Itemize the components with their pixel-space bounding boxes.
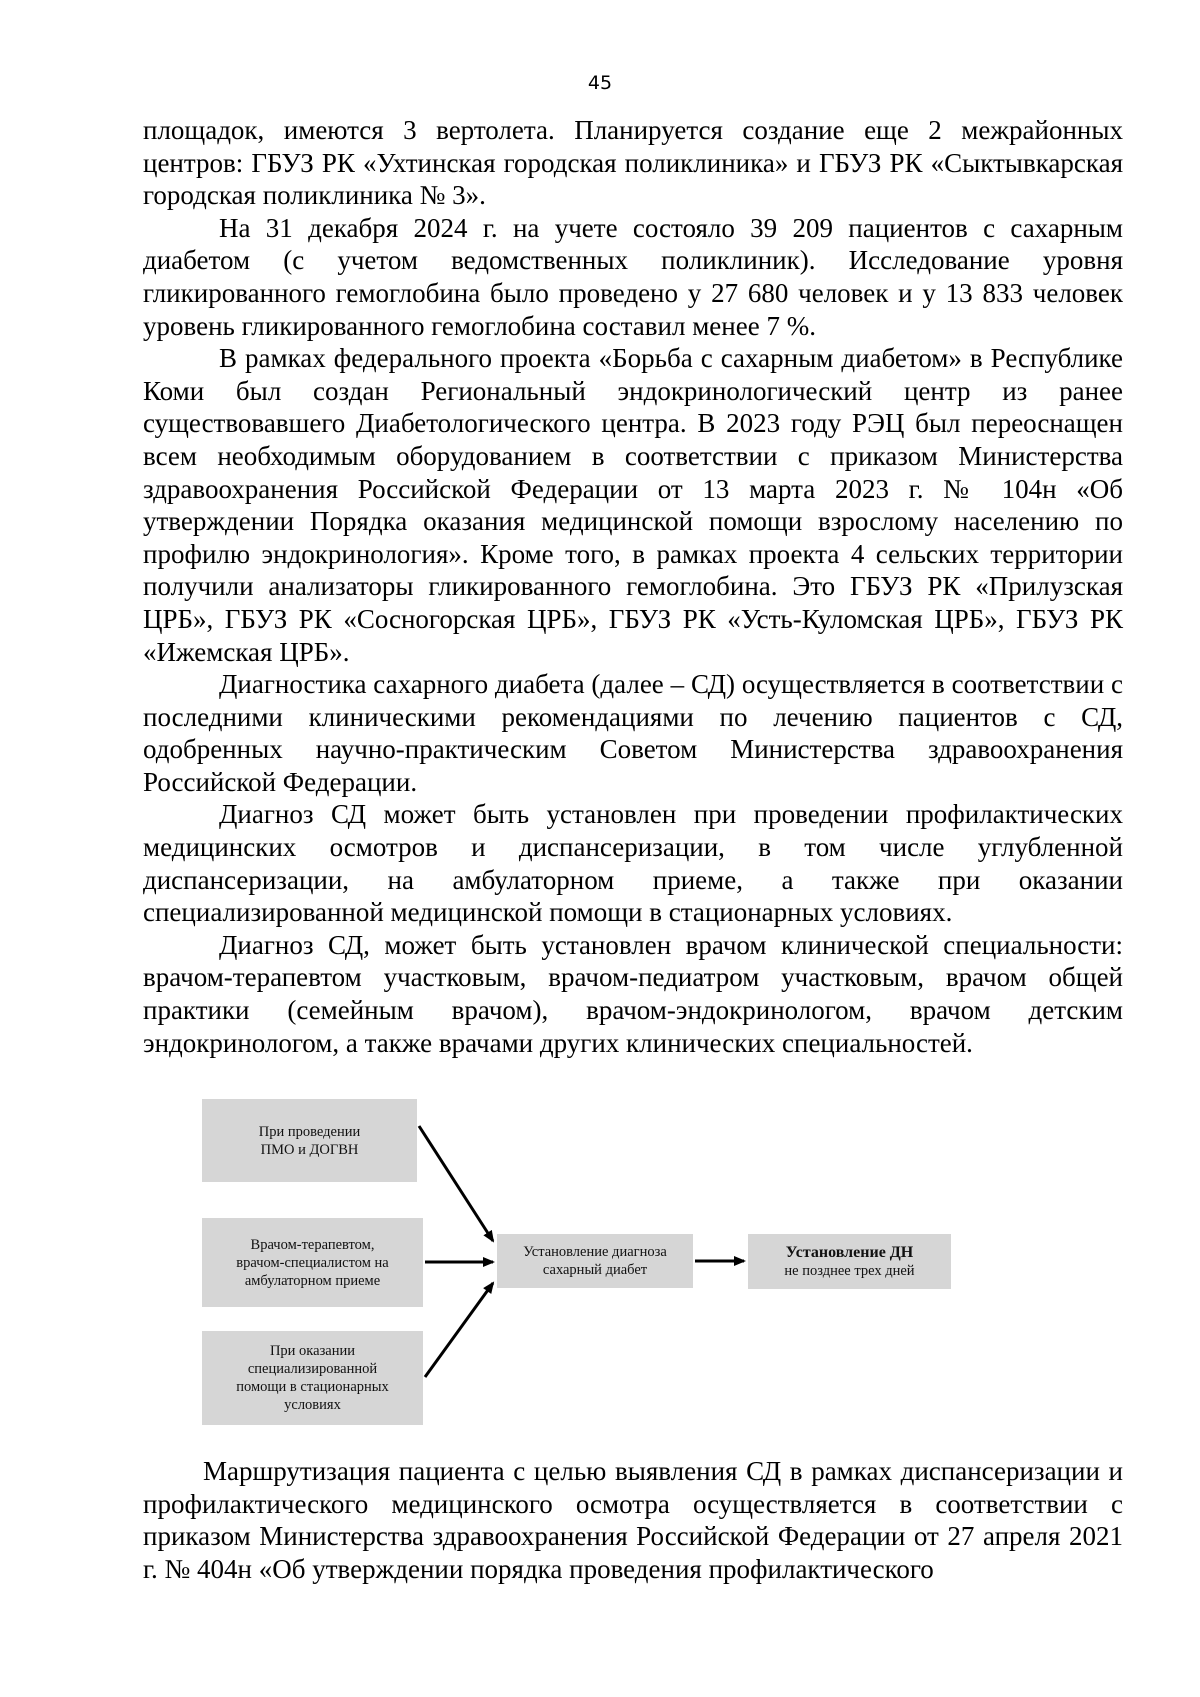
box-inpatient-line1: При оказании — [269, 1343, 356, 1359]
box-diagnosis — [497, 1234, 693, 1288]
arrow-box3-to-diagnosis — [425, 1283, 493, 1377]
paragraph-routing: Маршрутизация пациента с целью выявления СД в рамках диспансеризации и профилактического медицинского осмотра осуществляется в соответствии с приказом Министерства здравоохранения Российской Федерации от 27 апреля 2021 г. № 404н «Об утверждении порядка проведения профилактического — [143, 1456, 1123, 1584]
box-pmo-dogvn-line2: ПМО и ДОГВН — [260, 1141, 359, 1158]
box-outpatient-line2: врачом-специалистом на — [236, 1254, 389, 1271]
box-outpatient — [202, 1218, 423, 1307]
box-inpatient-line4: условиях — [284, 1397, 341, 1413]
box-dn — [748, 1234, 951, 1289]
after-diagram-text — [143, 1455, 1123, 1585]
box-inpatient — [202, 1331, 423, 1425]
paragraph-3: В рамках федерального проекта «Борьба с сахарным диабетом» в Республике Коми был создан Региональный эндокринологический центр из ранее существовавшего Диабетологического центра. В 2023 году РЭЦ был переоснащен всем необходимым оборудованием в соответствии с приказом Министерства здравоохранения Российской Федерации от 13 марта 2023 г. № 104н «Об утверждении Порядка оказания медицинской помощи взрослому населению по профилю эндокринология». Кроме того, в рамках проекта 4 сельских территории получили анализаторы гликированного гемоглобина. Это ГБУЗ РК «Прилузская ЦРБ», ГБУЗ РК «Сосногорская ЦРБ», ГБУЗ РК «Усть-Куломская ЦРБ», ГБУЗ РК «Ижемская ЦРБ». — [143, 343, 1123, 667]
box-diagnosis-line1: Установление диагноза — [523, 1244, 667, 1260]
paragraph-5: Диагноз СД может быть установлен при проведении профилактических медицинских осмотров и диспансеризации, в том числе углубленной диспансеризации, на амбулаторном приеме, а также при оказании специализированной медицинской помощи в стационарных условиях. — [143, 799, 1123, 928]
page-number: 45 — [587, 72, 613, 94]
box-pmo-dogvn-line1: При проведении — [258, 1123, 361, 1140]
box-dn-line1: Установление ДН — [785, 1243, 914, 1261]
arrow-box1-to-diagnosis — [419, 1126, 493, 1241]
box-inpatient-line2: специализированной — [247, 1361, 378, 1377]
box-diagnosis-line2: сахарный диабет — [542, 1262, 648, 1278]
box-inpatient-line3: помощи в стационарных — [236, 1379, 389, 1395]
box-outpatient-line3: амбулаторном приеме — [244, 1272, 381, 1289]
paragraph-4: Диагностика сахарного диабета (далее – СД) осуществляется в соответствии с последними клиническими рекомендациями по лечению пациентов с СД, одобренных научно-практическим Советом Министерства здравоохранения Российской Федерации. — [143, 669, 1123, 797]
paragraph-6: Диагноз СД, может быть установлен врачом клинической специальности: врачом-терапевтом участковым, врачом-педиатром участковым, врачом общей практики (семейным врачом), врачом-эндокринологом, врачом детским эндокринологом, а также врачами других клинических специальностей. — [143, 929, 1123, 1058]
box-outpatient-line1: Врачом-терапевтом, — [250, 1236, 375, 1253]
paragraph-2: На 31 декабря 2024 г. на учете состояло 39 209 пациентов с сахарным диабетом (с учетом ведомственных поликлиник). Исследование уровня гликированного гемоглобина было проведено у 27 680 человек и у 13 833 человек уровень гликированного гемоглобина составил менее 7 %. — [143, 212, 1123, 341]
box-dn-line2: не позднее трех дней — [784, 1262, 915, 1279]
box-pmo-dogvn — [202, 1099, 417, 1182]
paragraph-1: площадок, имеются 3 вертолета. Планируется создание еще 2 межрайонных центров: ГБУЗ РК «Ухтинская городская поликлиника» и ГБУЗ РК «Сыктывкарская городская поликлиника № 3». — [143, 115, 1123, 211]
